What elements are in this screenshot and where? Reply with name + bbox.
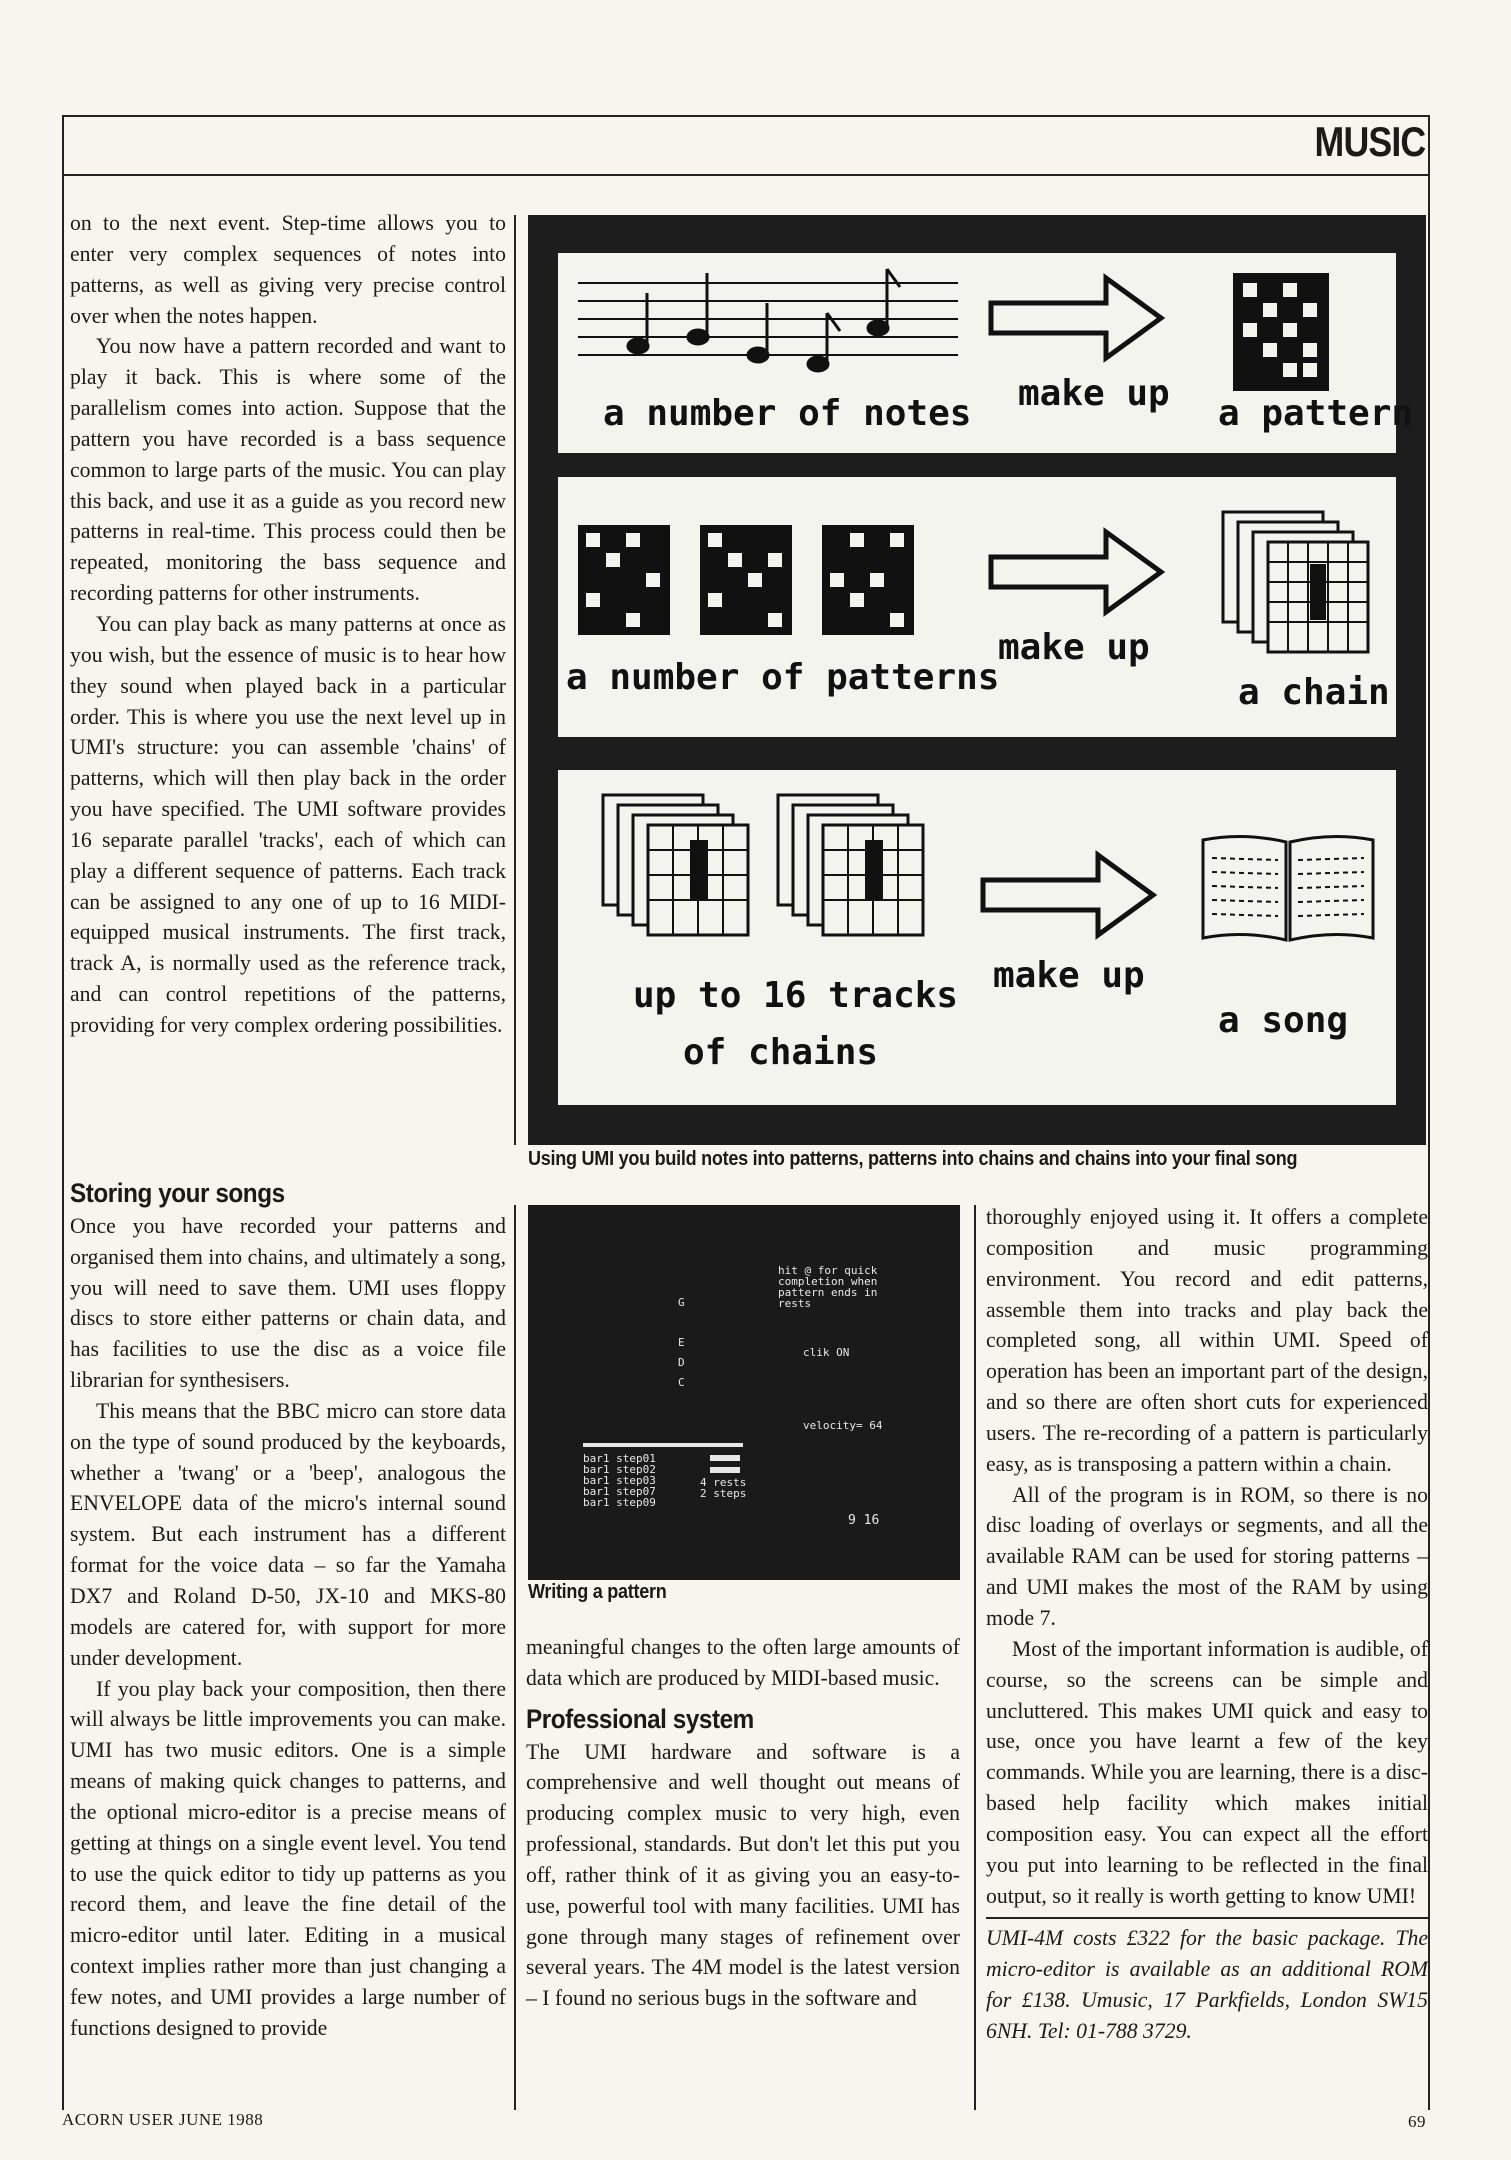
screen-note: E: [678, 1336, 685, 1349]
paragraph: Most of the important information is audible, of course, so the screens can be simple and uncluttered. This makes UMI quick and easy to use, once you have learnt a few of the key commands. While you are learning, there is a disc-based help facility which makes initial composition easy. You can expect all the effort you put into learning to be reflected in the final output, so it really is worth getting to know UMI!: [986, 1636, 1428, 1908]
column-divider: [514, 1205, 516, 2110]
label-make-up: make up: [993, 955, 1145, 996]
label-chain: a chain: [1238, 672, 1390, 713]
paragraph: thoroughly enjoyed using it. It offers a complete composition and music programming environment. You record and edit patterns, assemble them into tracks and play back the completed song, all within UMI. Speed of operation has been an important part of the design, and so there are often short cuts for experienced users. The re-recording of a pattern is particularly easy, as is transposing a pattern within a chain.: [986, 1205, 1428, 1476]
paragraph: The UMI hardware and software is a comprehensive and well thought out means of producing complex music to very high, even professional, standards. But don't let this put you off, rather think of it as giving you an easy-to-use, powerful tool with many facilities. UMI has gone through many stages of refinement over several years. The 4M model is the latest version – I found no serious bugs in the software and: [526, 1739, 960, 2011]
arrow-right-icon: [986, 527, 1166, 617]
screen-bar: [710, 1467, 740, 1473]
label-patterns: a number of patterns: [566, 657, 1000, 698]
label-make-up: make up: [1018, 373, 1170, 414]
diagram-panel-patterns: [558, 477, 1396, 737]
structure-diagram: [528, 215, 1426, 1145]
column-divider: [974, 1205, 976, 2110]
paragraph: This means that the BBC micro can store data on the type of sound produced by the keyboards, whether a 'twang' or a 'beep', analogous the ENVELOPE data of the micro's internal sound system. But each instrument has a different format for the voice data – so far the Yamaha DX7 and Roland D-50, JX-10 and MKS-80 models are catered for, with support for more under development.: [70, 1398, 506, 1670]
frame-left-rule: [62, 115, 64, 2110]
screen-rests: 4 rests 2 steps: [700, 1476, 747, 1500]
screen-steps: bar1 step01 bar1 step02 bar1 step03 bar1 step07 bar1 step09: [583, 1452, 656, 1509]
screen-hint: hit @ for quick completion when pattern ends in rests: [778, 1264, 878, 1310]
paragraph: Once you have recorded your patterns and organised them into chains, and ultimately a song, you will need to save them. UMI uses floppy discs to store either patterns or chain data, and has facilities to use the disc as a voice file librarian for synthesisers.: [70, 1213, 506, 1393]
label-pattern: a pattern: [1218, 393, 1414, 434]
page-number: 69: [1408, 2112, 1426, 2131]
frame-top-rule: [62, 115, 1430, 117]
paragraph: meaningful changes to the often large amounts of data which are produced by MIDI-based music.: [526, 1635, 960, 1690]
label-song: a song: [1218, 1000, 1349, 1041]
pattern-screenshot: [528, 1205, 960, 1580]
section-label: MUSIC: [1314, 118, 1425, 165]
arrow-right-icon: [986, 273, 1166, 363]
screen-clik: clik ON: [803, 1346, 850, 1359]
label-notes: a number of notes: [603, 393, 972, 434]
price-note-text: UMI-4M costs £322 for the basic package. The micro-editor is available as an additional ROM for £138. Umusic, 17 Parkfields, London SW15 6NH. Tel: 01-788 3729.: [986, 1926, 1428, 2043]
column-3: [986, 1202, 1428, 2047]
book-icon: [1198, 830, 1378, 950]
screenshot-caption: Writing a pattern: [528, 1580, 667, 1603]
arrow-right-icon: [978, 850, 1158, 940]
screen-bar: [710, 1455, 740, 1461]
label-tracks: up to 16 tracks: [633, 975, 959, 1016]
label-of-chains: of chains: [683, 1032, 879, 1073]
patterns-icon: [578, 525, 968, 635]
column-divider: [514, 215, 516, 1145]
screen-velocity: velocity= 64: [803, 1419, 883, 1432]
paragraph: You now have a pattern recorded and want to play it back. This is where some of the parallelism comes into action. Suppose that the pattern you have recorded is a bass sequence common to large parts of the music. You can play this back, and use it as a guide as you record new patterns in real-time. This process could then be repeated, monitoring the bass sequence and recording patterns for other instruments.: [70, 334, 506, 606]
column-2: [526, 1632, 960, 2014]
screen-position: 9 16: [848, 1513, 880, 1528]
diagram-caption: Using UMI you build notes into patterns, patterns into chains and chains into your final song: [528, 1147, 1298, 1170]
subheading: Professional system: [526, 1703, 754, 1734]
footer-issue: ACORN USER JUNE 1988: [62, 2110, 264, 2129]
screen-note: G: [678, 1296, 685, 1309]
price-note: [986, 1917, 1428, 2046]
column-1-bottom: [70, 1168, 506, 2044]
subheading: Storing your songs: [70, 1178, 285, 1208]
diagram-panel-tracks: [558, 770, 1396, 1105]
column-1-top: [70, 208, 506, 1041]
paragraph: If you play back your composition, then there will always be little improvements you can make. UMI has two music editors. One is a simple means of making quick changes to patterns, and the optional micro-editor is a precise means of getting at things on a single event level. You tend to use the quick editor to tidy up patterns as you record them, and leave the fine detail of the micro-editor until later. Editing in a musical context implies rather more than just changing a few notes, and UMI provides a large number of functions designed to provide: [70, 1676, 506, 2040]
paragraph: on to the next event. Step-time allows you to enter very complex sequences of notes into patterns, as well as giving very precise control over when the notes happen.: [70, 211, 506, 328]
paragraph: All of the program is in ROM, so there is no disc loading of overlays or segments, and all the available RAM can be used for storing patterns – and UMI makes the most of the RAM by using mode 7.: [986, 1482, 1428, 1630]
pattern-grid-icon: [1233, 273, 1329, 391]
staff-icon: [578, 263, 958, 373]
frame-right-rule: [1428, 115, 1430, 2110]
screen-note: C: [678, 1376, 685, 1389]
diagram-panel-notes: [558, 253, 1414, 453]
tracks-icon: [598, 790, 938, 950]
label-make-up: make up: [998, 627, 1150, 668]
paragraph: You can play back as many patterns at once as you wish, but the essence of music is to hear how they sound when played back in a particular order. This is where you use the next level up in UMI's structure: you can assemble 'chains' of patterns, which will then play back in the order you have specified. The UMI software provides 16 separate parallel 'tracks', each of which can play a different sequence of patterns. Each track can be assigned to any one of up to 16 MIDI-equipped musical instruments. The first track, track A, is normally used as the reference track, and can control repetitions of the patterns, providing for very complex ordering possibilities.: [70, 611, 506, 1037]
screen-note: D: [678, 1356, 685, 1369]
screen-bar: [583, 1443, 743, 1447]
header-rule: [62, 174, 1430, 176]
chain-stack-icon: [1218, 507, 1378, 657]
